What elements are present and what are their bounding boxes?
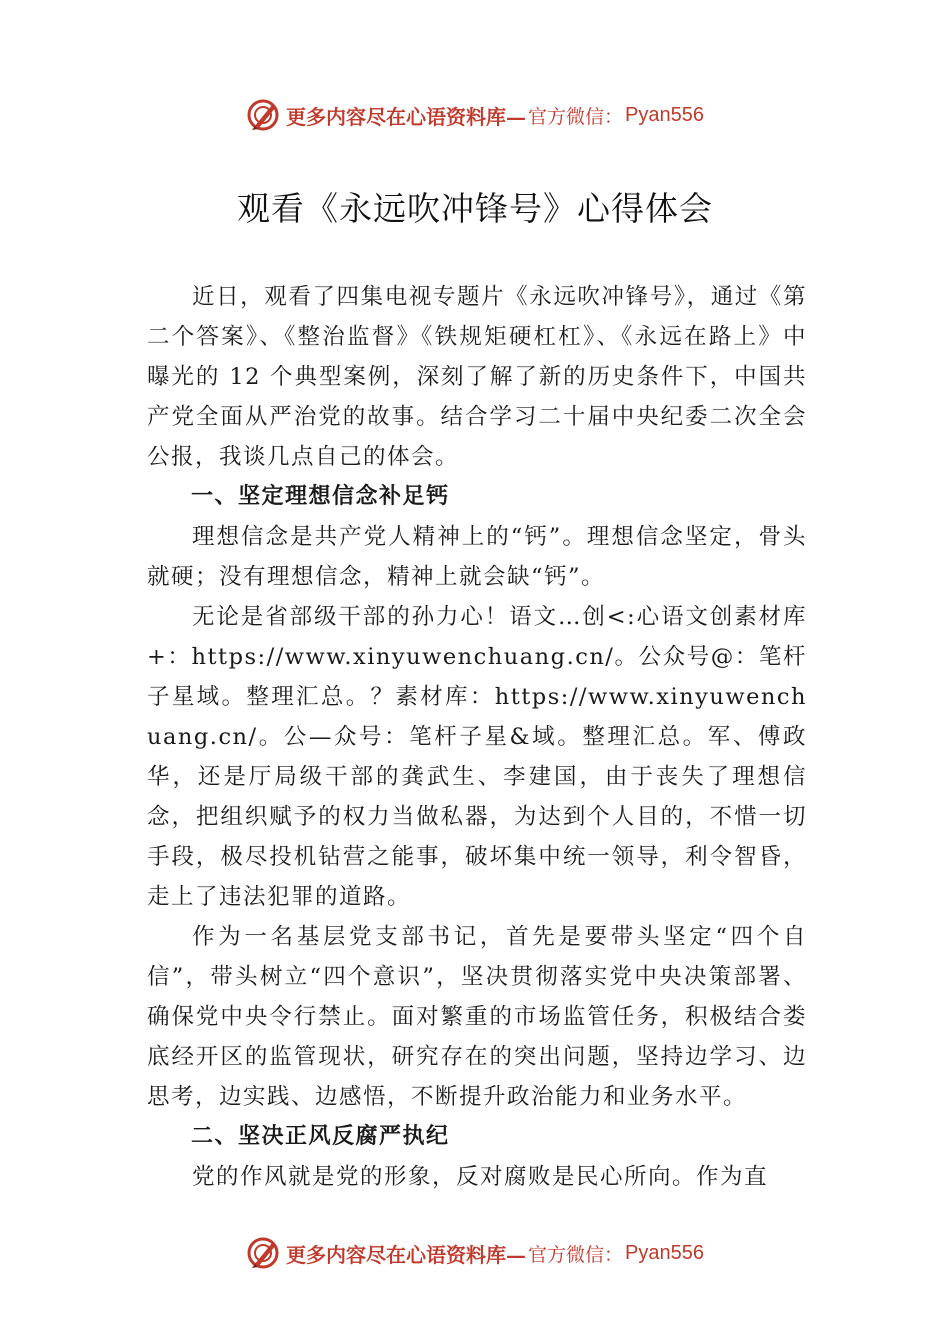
header-watermark <box>0 90 950 140</box>
body-paragraph: 党的作风就是党的形象，反对腐败是民心所向。作为直 <box>192 1164 769 1190</box>
body-paragraph: 作为一名基层党支部书记，首先是要带头坚定“四个自信”，带头树立“四个意识”，坚决贯彻落实党中央决策部署、确保党中央令行禁止。面对繁重的市场监管任务，积极结合娄底经开区的监管现状，研究存在的突出问题，坚持边学习、边思考，边实践、边感悟，不断提升政治能力和业务水平。 <box>147 924 807 1110</box>
watermark-wechat-id: Pyan556 <box>625 103 704 126</box>
brush-logo-icon <box>246 1235 282 1271</box>
document-body <box>147 277 807 1197</box>
body-paragraph: 无论是省部级干部的孙力心！语文…创<:心语文创素材库+：https://www.xinyuwenchuang.cn/。公众号@：笔杆子星域。整理汇总。？素材库：https://www.xinyuwenchuang.cn/。公—众号：笔杆子星&域。整理汇总。军、傅政华，还是厅局级干部的龚武生、李建国，由于丧失了理想信念，把组织赋予的权力当做私器，为达到个人目的，不惜一切手段，极尽投机钻营之能事，破坏集中统一领导，利令智昏，走上了违法犯罪的道路。 <box>147 604 807 910</box>
watermark-brand-text: 更多内容尽在心语资料库— <box>286 1242 526 1267</box>
section-heading-2: 二、坚决正风反腐严执纪 <box>191 1124 450 1149</box>
intro-paragraph: 近日，观看了四集电视专题片《永远吹冲锋号》，通过《第二个答案》、《整治监督》《铁规矩硬杠杠》、《永远在路上》中曝光的 12 个典型案例，深刻了解了新的历史条件下，中国共产党全面从严治党的故事。结合学习二十届中央纪委二次全会公报，我谈几点自己的体会。 <box>147 284 807 470</box>
watermark-wechat-label: 官方微信： <box>528 1243 624 1266</box>
document-title: 观看《永远吹冲锋号》心得体会 <box>237 189 713 228</box>
watermark-wechat-id: Pyan556 <box>625 1241 704 1264</box>
section-heading-1: 一、坚定理想信念补足钙 <box>191 484 450 509</box>
brush-logo-icon <box>246 97 282 133</box>
watermark-wechat-label: 官方微信： <box>528 105 624 128</box>
body-paragraph: 理想信念是共产党人精神上的“钙”。理想信念坚定，骨头就硬；没有理想信念，精神上就会缺“钙”。 <box>147 524 807 590</box>
footer-watermark <box>0 1228 950 1278</box>
watermark-brand-text: 更多内容尽在心语资料库— <box>286 104 526 129</box>
